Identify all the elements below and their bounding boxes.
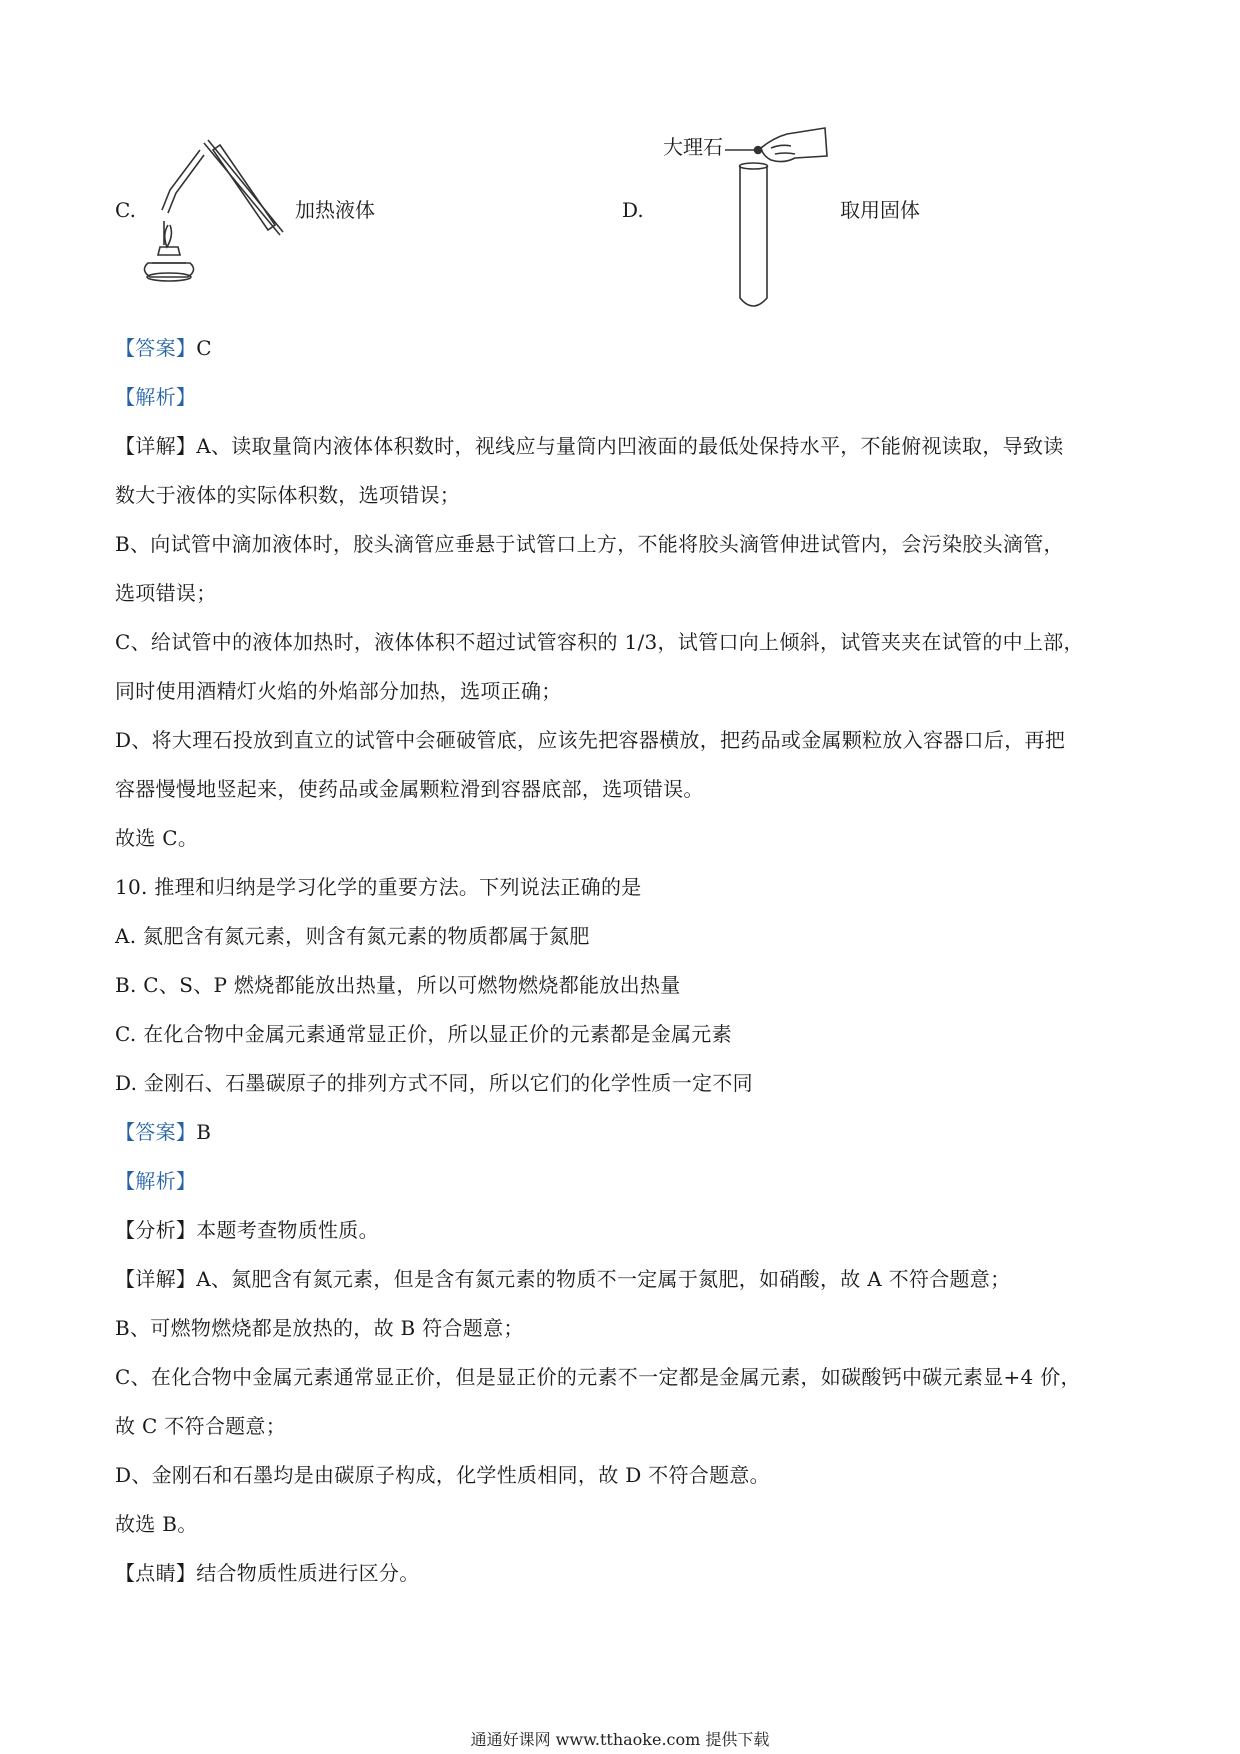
q9-detail-line: B、向试管中滴加液体时，胶头滴管应垂悬于试管口上方，不能将胶头滴管伸进试管内，会污染胶头滴管， (115, 532, 1064, 556)
analysis-tag: 【解析】 (115, 1169, 197, 1193)
page-footer: 通通好课网 www.tthaoke.com 提供下载 (470, 1730, 770, 1749)
q10-detail-line: D、金刚石和石墨均是由碳原子构成，化学性质相同，故 D 不符合题意。 (115, 1463, 770, 1487)
dianjing-text: 结合物质性质进行区分。 (196, 1561, 420, 1585)
q10-option-b: B. C、S、P 燃烧都能放出热量，所以可燃物燃烧都能放出热量 (115, 973, 681, 997)
q10-answer (115, 1119, 1135, 1145)
q10-detail-line: 故 C 不符合题意； (115, 1414, 287, 1438)
answer-tag: 【答案】 (115, 1120, 197, 1144)
q10-detail-line: C、在化合物中金属元素通常显正价，但是显正价的元素不一定都是金属元素，如碳酸钙中碳元素显+4 价， (115, 1365, 1081, 1389)
detail-text: A、氮肥含有氮元素，但是含有氮元素的物质不一定属于氮肥，如硝酸，故 A 不符合题意； (196, 1267, 1011, 1291)
q10-detail-line: B、可燃物燃烧都是放热的，故 B 符合题意； (115, 1316, 524, 1340)
option-d-letter: D. (622, 198, 644, 222)
option-c-letter: C. (115, 198, 136, 222)
q10-option-c: C. 在化合物中金属元素通常显正价，所以显正价的元素都是金属元素 (115, 1022, 732, 1046)
q9-detail-line: C、给试管中的液体加热时，液体体积不超过试管容积的 1/3，试管口向上倾斜，试管夹夹在试管的中上部， (115, 630, 1084, 654)
q9-detail-line: D、将大理石投放到直立的试管中会砸破管底，应该先把容器横放，把药品或金属颗粒放入容器口后，再把 (115, 728, 1066, 752)
answer-tag: 【答案】 (115, 336, 197, 360)
answer-value: C (196, 336, 212, 360)
q9-detail-line: 选项错误； (115, 581, 217, 605)
q9-detail-line: 容器慢慢地竖起来，使药品或金属颗粒滑到容器底部，选项错误。 (115, 777, 704, 801)
fenxi-text: 本题考查物质性质。 (196, 1218, 379, 1242)
q10-option-a: A. 氮肥含有氮元素，则含有氮元素的物质都属于氮肥 (115, 924, 590, 948)
q10-detail-line (115, 1266, 1135, 1292)
q9-answer (115, 335, 1135, 361)
q9-detail-line (115, 433, 1135, 459)
option-d-caption: 取用固体 (840, 198, 920, 222)
q10-analysis-heading (115, 1168, 1135, 1194)
q10-dianjing (115, 1560, 1135, 1586)
detail-tag: 【详解】 (115, 1267, 197, 1291)
q9-detail-line: 数大于液体的实际体积数，选项错误； (115, 483, 461, 507)
q10-option-d: D. 金刚石、石墨碳原子的排列方式不同，所以它们的化学性质一定不同 (115, 1071, 753, 1095)
answer-value: B (196, 1120, 212, 1144)
q9-detail-line: 同时使用酒精灯火焰的外焰部分加热，选项正确； (115, 679, 562, 703)
q10-conclusion: 故选 B。 (115, 1512, 198, 1536)
option-c-caption: 加热液体 (295, 198, 375, 222)
analysis-tag: 【解析】 (115, 385, 197, 409)
alcohol-lamp-heating-figure (140, 135, 290, 285)
marble-label: 大理石 (663, 135, 723, 159)
q9-analysis-heading (115, 384, 1135, 410)
dianjing-tag: 【点睛】 (115, 1561, 197, 1585)
hand-marble-test-tube-figure (725, 118, 835, 303)
fenxi-tag: 【分析】 (115, 1218, 197, 1242)
detail-tag: 【详解】 (115, 434, 197, 458)
detail-text: A、读取量筒内液体体积数时，视线应与量筒内凹液面的最低处保持水平，不能俯视读取，导致读 (196, 434, 1064, 458)
q9-conclusion: 故选 C。 (115, 826, 199, 850)
q10-fenxi (115, 1217, 1135, 1243)
q10-stem: 10. 推理和归纳是学习化学的重要方法。下列说法正确的是 (115, 875, 642, 899)
